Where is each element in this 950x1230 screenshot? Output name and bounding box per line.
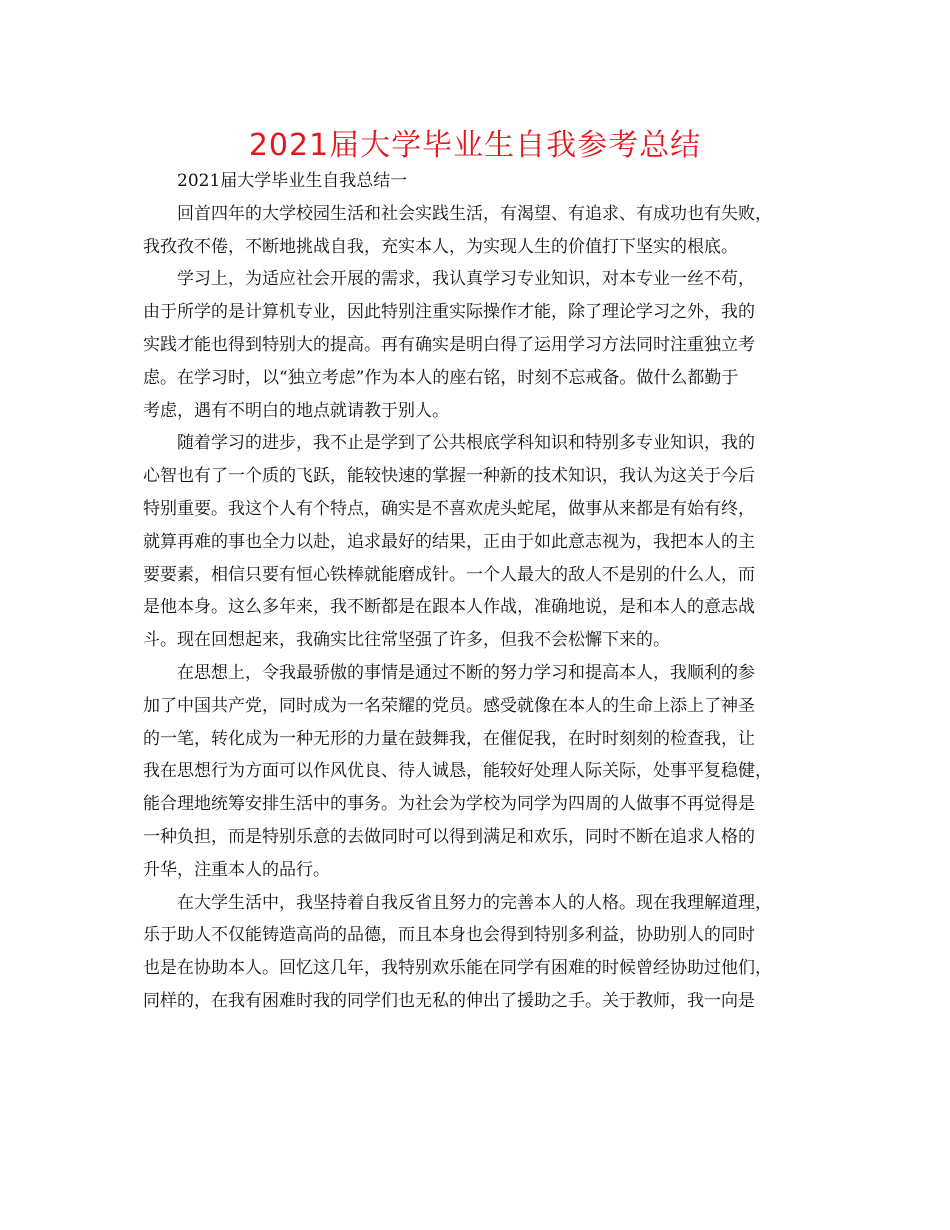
paragraph-line: 升华，注重本人的品行。 <box>143 859 330 880</box>
paragraph-line: 实践才能也得到特别大的提高。再有确实是明白得了运用学习方法同时注重独立考 <box>143 334 755 355</box>
paragraph-line: 斗。现在回想起来，我确实比往常坚强了许多，但我不会松懈下来的。 <box>143 630 670 651</box>
paragraph-line: 一种负担，而是特别乐意的去做同时可以得到满足和欢乐，同时不断在追求人格的 <box>143 826 755 847</box>
document-body <box>143 165 819 1018</box>
paragraph-line: 乐于助人不仅能铸造高尚的品德，而且本身也会得到特别多利益，协助别人的同时 <box>143 925 755 946</box>
paragraph-line: 虑。在学习时，以“独立考虑”作为本人的座右铭，时刻不忘戒备。做什么都勤于 <box>143 367 739 388</box>
paragraph-line: 加了中国共产党，同时成为一名荣耀的党员。感受就像在本人的生命上添上了神圣 <box>143 695 755 716</box>
paragraph-line: 由于所学的是计算机专业，因此特别注重实际操作才能，除了理论学习之外，我的 <box>143 302 755 323</box>
paragraph-line: 的一笔，转化成为一种无形的力量在鼓舞我，在催促我，在时时刻刻的检查我，让 <box>143 728 755 749</box>
paragraph-line: 同样的，在我有困难时我的同学们也无私的伸出了援助之手。关于教师，我一向是 <box>143 990 755 1011</box>
document-title: 2021届大学毕业生自我参考总结 <box>248 128 702 163</box>
paragraph-line: 我孜孜不倦，不断地挑战自我，充实本人，为实现人生的价值打下坚实的根底。 <box>143 236 738 257</box>
paragraph-line: 在大学生活中，我坚持着自我反省且努力的完善本人的人格。现在我理解道理， <box>177 892 772 913</box>
paragraph-line: 随着学习的进步，我不止是学到了公共根底学科知识和特别多专业知识，我的 <box>177 433 755 454</box>
paragraph-line: 能合理地统筹安排生活中的事务。为社会为学校为同学为四周的人做事不再觉得是 <box>143 794 755 815</box>
paragraph-line: 要要素，相信只要有恒心铁棒就能磨成针。一个人最大的敌人不是别的什么人，而 <box>143 564 755 585</box>
paragraph-line: 特别重要。我这个人有个特点，确实是不喜欢虎头蛇尾，做事从来都是有始有终， <box>143 498 755 519</box>
paragraph-line: 就算再难的事也全力以赴，追求最好的结果，正由于如此意志视为，我把本人的主 <box>143 531 755 552</box>
paragraph-line: 考虑，遇有不明白的地点就请教于别人。 <box>143 400 449 421</box>
paragraph-line: 心智也有了一个质的飞跃，能较快速的掌握一种新的技术知识，我认为这关于今后 <box>143 466 755 487</box>
paragraph-line: 是他本身。这么多年来，我不断都是在跟本人作战，准确地说，是和本人的意志战 <box>143 597 755 618</box>
paragraph-line: 回首四年的大学校园生活和社会实践生活，有渴望、有追求、有成功也有失败， <box>177 203 772 224</box>
paragraph-line: 我在思想行为方面可以作风优良、待人诚恳，能较好处理人际关际，处事平复稳健， <box>143 761 772 782</box>
paragraph-line: 学习上，为适应社会开展的需求，我认真学习专业知识，对本专业一丝不苟， <box>177 269 755 290</box>
section-heading: 2021届大学毕业生自我总结一 <box>177 171 408 191</box>
paragraph-line: 也是在协助本人。回忆这几年，我特别欢乐能在同学有困难的时候曾经协助过他们， <box>143 958 772 979</box>
paragraph-line: 在思想上，令我最骄傲的事情是通过不断的努力学习和提高本人，我顺利的参 <box>177 662 755 683</box>
